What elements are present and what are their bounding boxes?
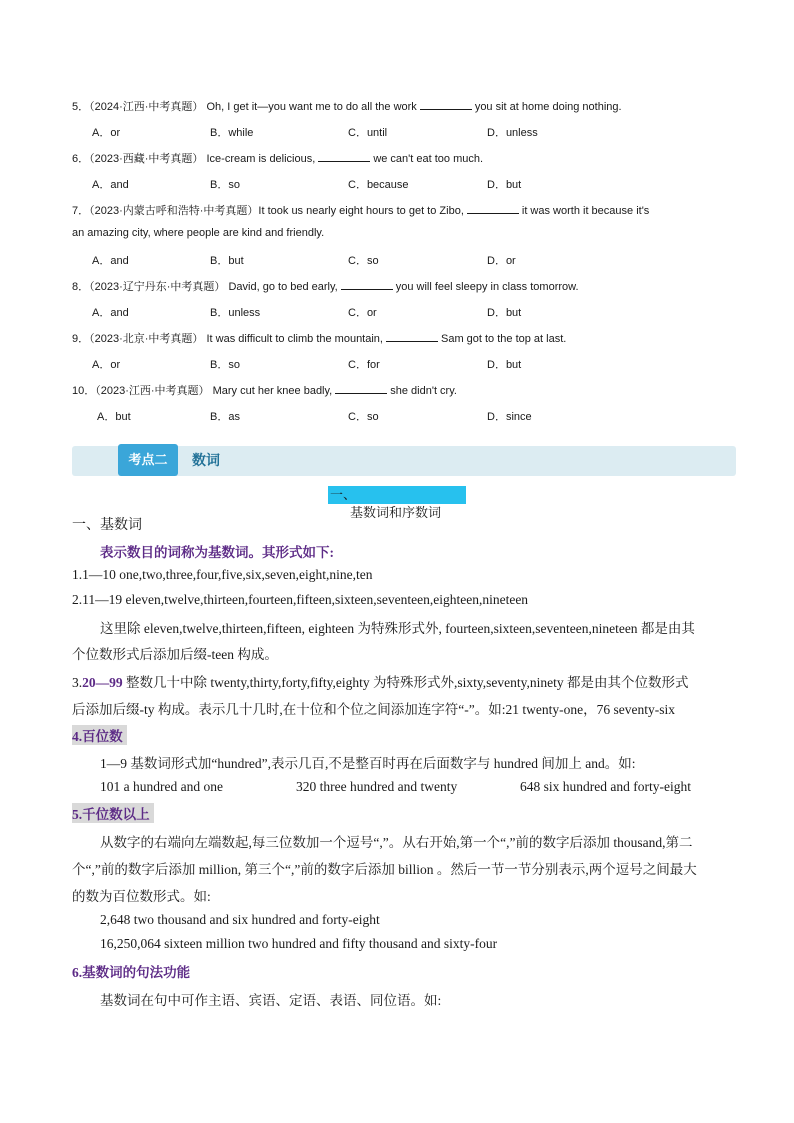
option: B．so xyxy=(210,179,240,191)
option: D．unless xyxy=(487,127,538,139)
intro-text: 表示数目的词称为基数词。其形式如下: xyxy=(100,545,334,560)
question-label: 7．（2023·内蒙古呼和浩特·中考真题） xyxy=(72,205,259,217)
option: A．and xyxy=(92,255,129,267)
list-line-2: 2.11—19 eleven,twelve,thirteen,fourteen,fifteen,sixteen,seventeen,eighteen,nineteen xyxy=(72,592,529,607)
list-number: 3. xyxy=(72,675,83,690)
option: C．because xyxy=(348,179,409,191)
example: 648 six hundred and forty-eight xyxy=(520,779,691,794)
option: C．or xyxy=(348,307,377,319)
answer-blank xyxy=(341,279,393,290)
question-9 xyxy=(72,330,566,346)
heading-thousands: 5.千位数以上 xyxy=(72,803,154,823)
subheading-number: 一、 xyxy=(330,487,357,502)
question-label: 8．（2023·辽宁丹东·中考真题） xyxy=(72,281,226,293)
question-label: 10．（2023·江西·中考真题） xyxy=(72,385,210,397)
option: A．or xyxy=(92,127,121,139)
number-range: 20—99 xyxy=(82,675,123,690)
option: B．but xyxy=(210,255,244,267)
answer-blank xyxy=(467,203,519,214)
option: D．but xyxy=(487,307,522,319)
option: D．or xyxy=(487,255,516,267)
option: C．so xyxy=(348,255,379,267)
answer-blank xyxy=(386,331,438,342)
option: B．while xyxy=(210,127,254,139)
example: 2,648 two thousand and six hundred and forty-eight xyxy=(100,912,380,927)
option: A．or xyxy=(92,359,121,371)
question-stem: you will feel sleepy in class tomorrow. xyxy=(395,281,579,293)
question-10 xyxy=(72,382,457,398)
subheading xyxy=(328,486,466,520)
option: B．unless xyxy=(210,307,261,319)
option: A．and xyxy=(92,179,129,191)
heading-cardinal: 一、基数词 xyxy=(72,518,142,533)
question-stem: you sit at home doing nothing. xyxy=(474,101,622,113)
subheading-text: 基数词和序数词 xyxy=(350,505,442,520)
paragraph-line: 个“,”前的数字后添加 million, 第三个“,”前的数字后添加 billion 。然后一节一节分别表示,两个逗号之间最大 xyxy=(72,862,697,877)
option: C．for xyxy=(348,359,380,371)
example: 16,250,064 sixteen million two hundred and fifty thousand and sixty-four xyxy=(100,936,498,951)
section-title: 数词 xyxy=(192,452,220,468)
heading-syntax: 6.基数词的句法功能 xyxy=(72,965,191,980)
list-line-1: 1.1—10 one,two,three,four,five,six,seven,eight,nine,ten xyxy=(72,567,373,582)
paragraph-text: 整数几十中除 twenty,thirty,forty,fifty,eighty 为特殊形式外,sixty,seventy,ninety 都是由其个位数形式 xyxy=(122,675,689,690)
answer-blank xyxy=(335,383,387,394)
paragraph-line: 后添加后缀-ty 构成。表示几十几时,在十位和个位之间添加连字符“-”。如:21 twenty-one，76 seventy-six xyxy=(72,702,675,717)
example: 320 three hundred and twenty xyxy=(296,779,458,794)
question-stem: she didn't cry. xyxy=(390,385,457,397)
question-stem: it was worth it because it's xyxy=(521,205,650,217)
option: B．so xyxy=(210,359,240,371)
question-label: 6．（2023·西藏·中考真题） xyxy=(72,153,204,165)
question-stem: Oh, I get it—you want me to do all the work xyxy=(206,101,417,113)
answer-blank xyxy=(420,99,472,110)
paragraph-line xyxy=(72,671,688,691)
question-8 xyxy=(72,278,579,294)
option: A．but xyxy=(97,411,131,423)
paragraph-line: 从数字的右端向左端数起,每三位数加一个逗号“,”。从右开始,第一个“,”前的数字后添加 thousand,第二 xyxy=(100,835,693,850)
question-stem: Sam got to the top at last. xyxy=(440,333,567,345)
option: C．so xyxy=(348,411,379,423)
question-7 xyxy=(72,202,649,218)
option: C．until xyxy=(348,127,388,139)
question-label: 9．（2023·北京·中考真题） xyxy=(72,333,204,345)
question-label: 5．（2024·江西·中考真题） xyxy=(72,101,204,113)
question-stem: It was difficult to climb the mountain, xyxy=(206,333,383,345)
question-stem: Ice-cream is delicious, xyxy=(206,153,316,165)
option: D．but xyxy=(487,179,522,191)
option: D．but xyxy=(487,359,522,371)
example: 101 a hundred and one xyxy=(100,779,223,794)
paragraph-line: 的数为百位数形式。如: xyxy=(72,889,211,904)
option: D．since xyxy=(487,411,532,423)
paragraph-line: 这里除 eleven,twelve,thirteen,fifteen, eighteen 为特殊形式外, fourteen,sixteen,seventeen,nineteen 都是由其 xyxy=(100,621,695,636)
question-stem: It took us nearly eight hours to get to Zibo, xyxy=(258,205,464,217)
question-stem-continued: an amazing city, where people are kind and friendly. xyxy=(72,227,325,239)
question-6 xyxy=(72,150,483,166)
question-stem: David, go to bed early, xyxy=(228,281,338,293)
paragraph-line: 个位数形式后添加后缀-teen 构成。 xyxy=(72,647,278,662)
question-5 xyxy=(72,98,622,114)
heading-hundreds: 4.百位数 xyxy=(72,725,127,745)
question-stem: we can't eat too much. xyxy=(373,153,484,165)
option: A．and xyxy=(92,307,129,319)
section-badge: 考点二 xyxy=(118,444,178,476)
question-stem: Mary cut her knee badly, xyxy=(212,385,333,397)
paragraph-line: 1—9 基数词形式加“hundred”,表示几百,不是整百时再在后面数字与 hundred 间加上 and。如: xyxy=(100,756,636,771)
option: B．as xyxy=(210,411,240,423)
paragraph-line: 基数词在句中可作主语、宾语、定语、表语、同位语。如: xyxy=(100,993,442,1008)
answer-blank xyxy=(318,151,370,162)
